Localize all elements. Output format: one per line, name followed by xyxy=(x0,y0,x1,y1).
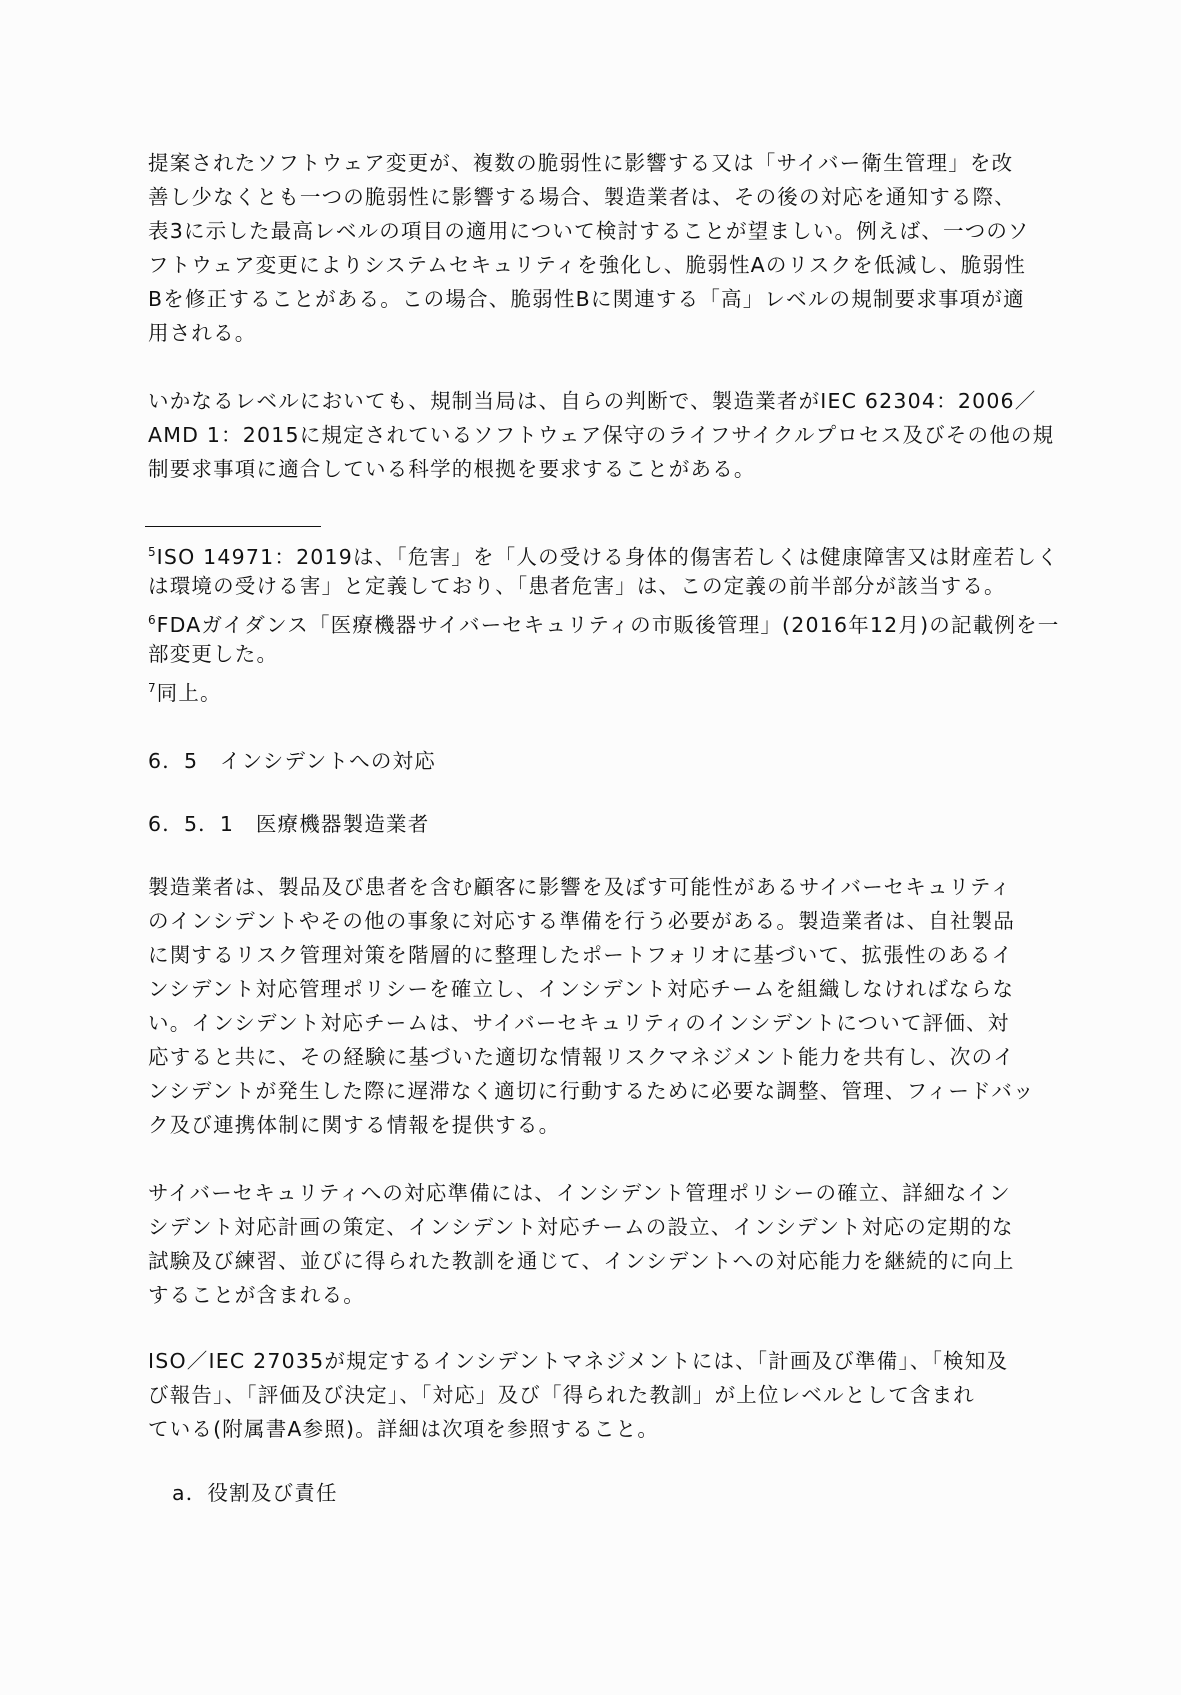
text-line: いかなるレベルにおいても、規制当局は、自らの判断で、製造業者がIEC 62304：2006／ xyxy=(148,389,1037,413)
text-line: 提案されたソフトウェア変更が、複数の脆弱性に影響する又は「サイバー衛生管理」を改 xyxy=(148,151,1014,175)
text-line: AMD 1：2015に規定されているソフトウェア保守のライフサイクルプロセス及びその他の規 xyxy=(148,423,1055,447)
text-line: 制要求事項に適合している科学的根拠を要求することがある。 xyxy=(148,457,756,481)
text-line: Bを修正することがある。この場合、脆弱性Bに関連する「高」レベルの規制要求事項が適 xyxy=(148,287,1025,311)
footnote-text: FDAガイダンス「医療機器サイバーセキュリティの市販後管理」(2016年12月)の記載例を一 xyxy=(156,613,1060,637)
text-line: び報告」、「評価及び決定」、「対応」及び「得られた教訓」が上位レベルとして含まれ xyxy=(148,1383,975,1407)
footnote-text: ISO 14971：2019は、「危害」を「人の受ける身体的傷害若しくは健康障害又は財産若しく xyxy=(156,545,1059,569)
footnote-5 xyxy=(148,540,1059,569)
footnote-text: 同上。 xyxy=(156,681,222,705)
text-line: 応すると共に、その経験に基づいた適切な情報リスクマネジメント能力を共有し、次のイ xyxy=(148,1045,1015,1069)
text-line: 用される。 xyxy=(148,321,257,345)
text-line: ISO／IEC 27035が規定するインシデントマネジメントには、「計画及び準備」、「検知及 xyxy=(148,1349,1009,1373)
text-line: に関するリスク管理対策を階層的に整理したポートフォリオに基づいて、拡張性のあるイ xyxy=(148,943,1014,967)
text-line: シデント対応計画の策定、インシデント対応チームの設立、インシデント対応の定期的な xyxy=(148,1215,1014,1239)
text-line: フトウェア変更によりシステムセキュリティを強化し、脆弱性Aのリスクを低減し、脆弱性 xyxy=(148,253,1026,277)
text-line: サイバーセキュリティへの対応準備には、インシデント管理ポリシーの確立、詳細なイン xyxy=(148,1181,1011,1205)
text-line: ンシデントが発生した際に遅滞なく適切に行動するために必要な調整、管理、フィードバッ xyxy=(148,1079,1035,1103)
footnote-5-continued: は環境の受ける害」と定義しており、「患者危害」は、この定義の前半部分が該当する。 xyxy=(148,574,1006,598)
text-line: 善し少なくとも一つの脆弱性に影響する場合、製造業者は、その後の対応を通知する際、 xyxy=(148,185,1016,209)
text-line: ク及び連携体制に関する情報を提供する。 xyxy=(148,1113,561,1137)
footnote-6 xyxy=(148,608,1060,637)
text-line: することが含まれる。 xyxy=(148,1283,365,1307)
subsection-heading: 6．5．1 医療機器製造業者 xyxy=(148,812,430,836)
text-line: 製造業者は、製品及び患者を含む顧客に影響を及ぼす可能性があるサイバーセキュリティ xyxy=(148,875,1012,899)
footnote-mark: 6 xyxy=(148,613,156,627)
text-line: のインシデントやその他の事象に対応する準備を行う必要がある。製造業者は、自社製品 xyxy=(148,909,1016,933)
text-line: い。インシデント対応チームは、サイバーセキュリティのインシデントについて評価、対 xyxy=(148,1011,1010,1035)
text-line: ンシデント対応管理ポリシーを確立し、インシデント対応チームを組織しなければならな xyxy=(148,977,1015,1001)
section-heading: 6．5 インシデントへの対応 xyxy=(148,749,436,773)
list-item-roles-responsibilities: a．役割及び責任 xyxy=(172,1481,338,1505)
text-line: 表3に示した最高レベルの項目の適用について検討することが望ましい。例えば、一つのソ xyxy=(148,219,1030,243)
text-line: 試験及び練習、並びに得られた教訓を通じて、インシデントへの対応能力を継続的に向上 xyxy=(148,1249,1015,1273)
footnote-6-continued: 部変更した。 xyxy=(148,642,279,666)
footnote-mark: 7 xyxy=(148,681,156,695)
text-line: ている(附属書A参照)。詳細は次項を参照すること。 xyxy=(148,1417,660,1441)
footnote-divider xyxy=(145,526,321,527)
footnote-mark: 5 xyxy=(148,545,156,559)
footnote-7 xyxy=(148,676,1033,705)
